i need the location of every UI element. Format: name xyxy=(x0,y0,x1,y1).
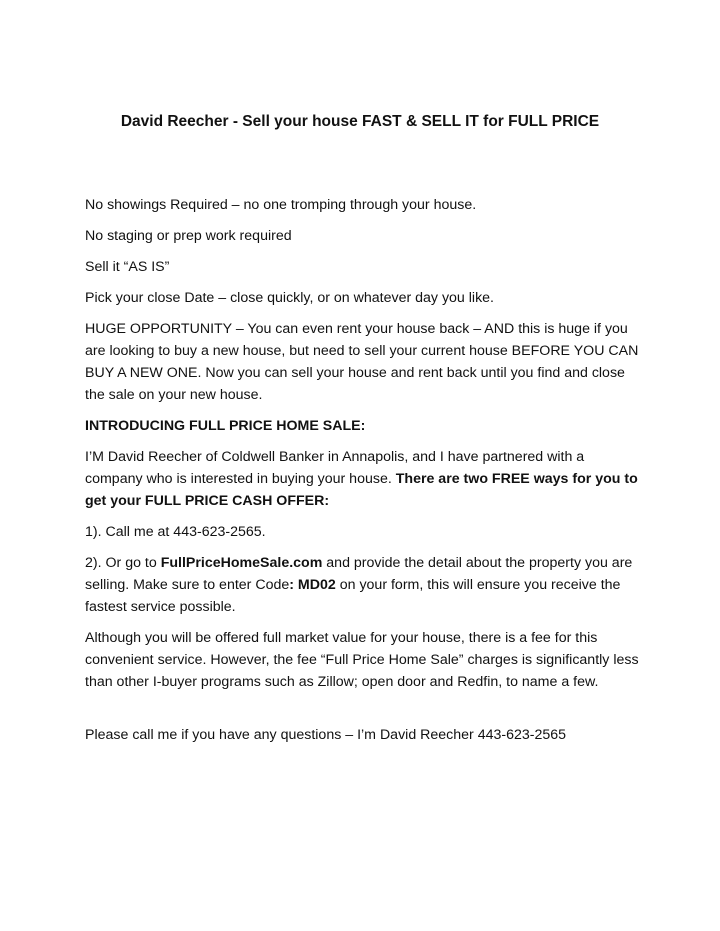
section-heading xyxy=(85,415,641,437)
paragraph-fee: Although you will be offered full market value for your house, there is a fee for this convenient service. However, the fee “Full Price Home Sale” charges is significantly less than other I-buyer programs such as Zillow; open door and Redfin, to name a few. xyxy=(85,630,639,690)
paragraph-close-date: Pick your close Date – close quickly, or on whatever day you like. xyxy=(85,290,494,306)
document-title: David Reecher - Sell your house FAST & SELL IT for FULL PRICE xyxy=(120,113,600,130)
paragraph-closing: Please call me if you have any questions – I’m David Reecher 443-623-2565 xyxy=(85,727,567,743)
paragraph-as-is: Sell it “AS IS” xyxy=(85,259,170,275)
promo-code: : MD02 xyxy=(289,577,336,593)
option-call: 1). Call me at 443-623-2565. xyxy=(85,524,266,540)
option-website-post: on your form, this will ensure you receive the fastest service possible. xyxy=(85,577,621,615)
website-link: FullPriceHomeSale.com xyxy=(160,555,323,571)
document-body xyxy=(85,194,641,755)
option-website xyxy=(85,552,641,618)
paragraph-introduction xyxy=(85,446,641,512)
intro-text: I’M David Reecher of Coldwell Banker in Annapolis, and I have partnered with a company who is interested in buying your house. xyxy=(85,449,585,487)
option-website-mid: and provide the detail about the property you are selling. Make sure to enter Code xyxy=(85,555,633,593)
paragraph-no-staging: No staging or prep work required xyxy=(85,228,292,244)
option-website-pre: 2). Or go to xyxy=(85,555,161,571)
heading-text: INTRODUCING FULL PRICE HOME SALE: xyxy=(85,418,366,434)
intro-bold-text: There are two FREE ways for you to get your FULL PRICE CASH OFFER: xyxy=(85,471,638,509)
paragraph-no-showings: No showings Required – no one tromping through your house. xyxy=(85,197,477,213)
paragraph-huge-opportunity: HUGE OPPORTUNITY – You can even rent your house back – AND this is huge if you are looking to buy a new house, but need to sell your current house BEFORE YOU CAN BUY A NEW ONE. Now you can sell your house and rent back until you find and close the sale on your new house. xyxy=(85,321,639,403)
spacer xyxy=(85,702,641,724)
